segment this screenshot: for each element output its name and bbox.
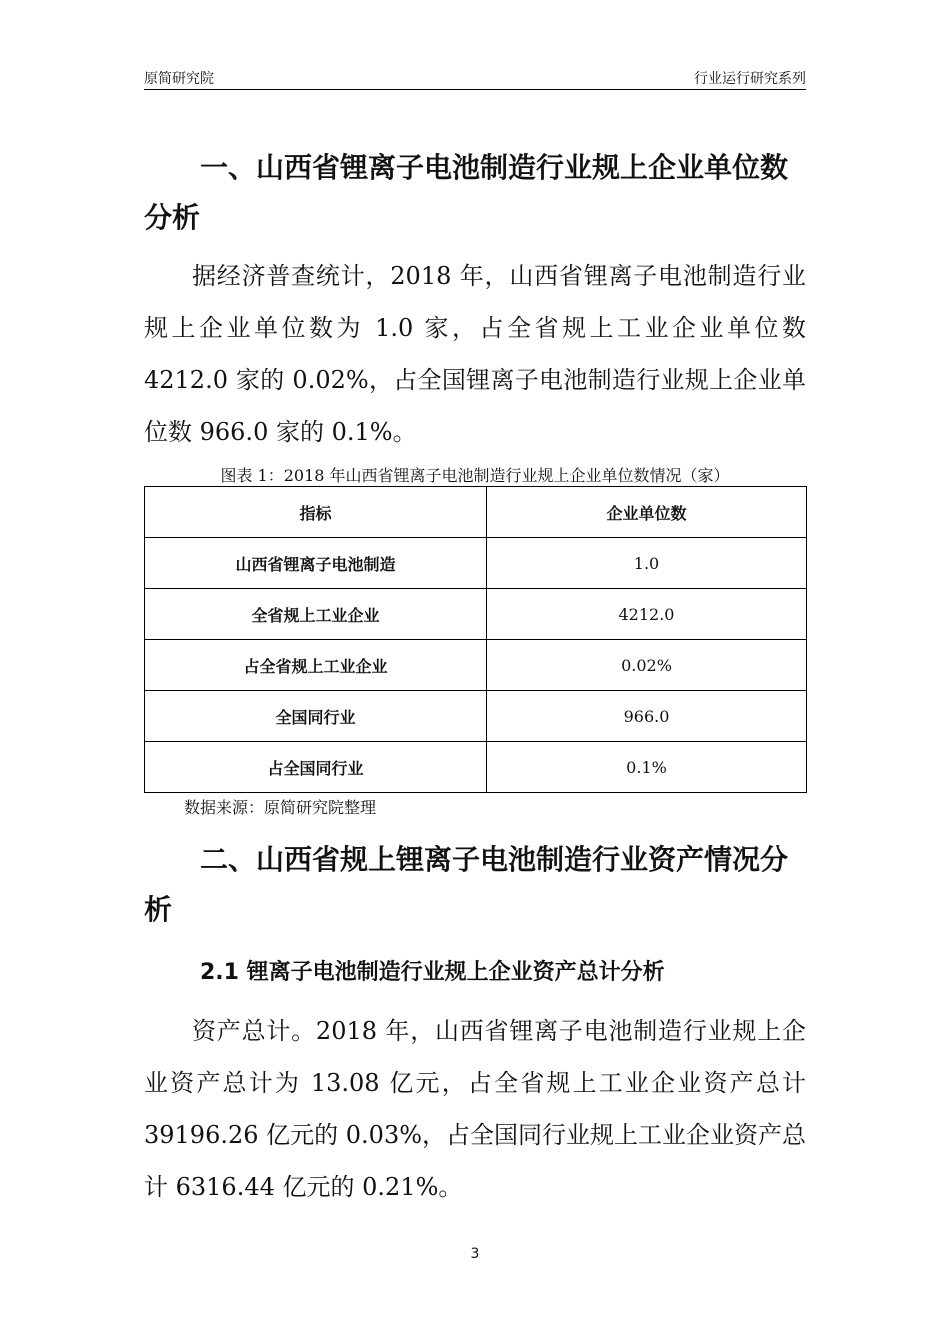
section1-paragraph: 据经济普查统计，2018 年，山西省锂离子电池制造行业规上企业单位数为 1.0 家，占全省规上工业企业单位数 4212.0 家的 0.02%，占全国锂离子电池制造行业规上企业单位数 966.0 家的 0.1%。 <box>144 262 806 446</box>
header-divider <box>144 89 806 90</box>
row-label: 占全省规上工业企业 <box>145 640 487 691</box>
table-row <box>145 538 807 589</box>
row-label: 占全国同行业 <box>145 742 487 793</box>
table-row <box>145 589 807 640</box>
data-table <box>144 486 807 793</box>
section2-heading: 二、山西省规上锂离子电池制造行业资产情况分析 <box>144 843 789 926</box>
row-value: 1.0 <box>487 538 807 589</box>
row-value: 0.02% <box>487 640 807 691</box>
table-header-row <box>145 487 807 538</box>
column-header-indicator: 指标 <box>145 487 487 538</box>
row-value: 966.0 <box>487 691 807 742</box>
section2-subheading: 2.1 锂离子电池制造行业规上企业资产总计分析 <box>200 960 665 985</box>
section1-heading: 一、山西省锂离子电池制造行业规上企业单位数分析 <box>144 151 789 234</box>
row-value: 4212.0 <box>487 589 807 640</box>
row-label: 全省规上工业企业 <box>145 589 487 640</box>
column-header-count: 企业单位数 <box>487 487 807 538</box>
section2-paragraph: 资产总计。2018 年，山西省锂离子电池制造行业规上企业资产总计为 13.08 亿元，占全省规上工业企业资产总计 39196.26 亿元的 0.03%，占全国同行业规上工业企业资产总计 6316.44 亿元的 0.21%。 <box>144 1017 807 1201</box>
table-source-note: 数据来源：原简研究院整理 <box>184 798 377 817</box>
page-number: 3 <box>470 1246 480 1262</box>
table-row <box>145 691 807 742</box>
row-label: 山西省锂离子电池制造 <box>145 538 487 589</box>
table-row <box>145 742 807 793</box>
table-row <box>145 640 807 691</box>
row-value: 0.1% <box>487 742 807 793</box>
header-series-title: 行业运行研究系列 <box>694 71 806 87</box>
row-label: 全国同行业 <box>145 691 487 742</box>
header-org-name: 原简研究院 <box>144 71 214 87</box>
table-caption: 图表 1：2018 年山西省锂离子电池制造行业规上企业单位数情况（家） <box>220 466 730 485</box>
